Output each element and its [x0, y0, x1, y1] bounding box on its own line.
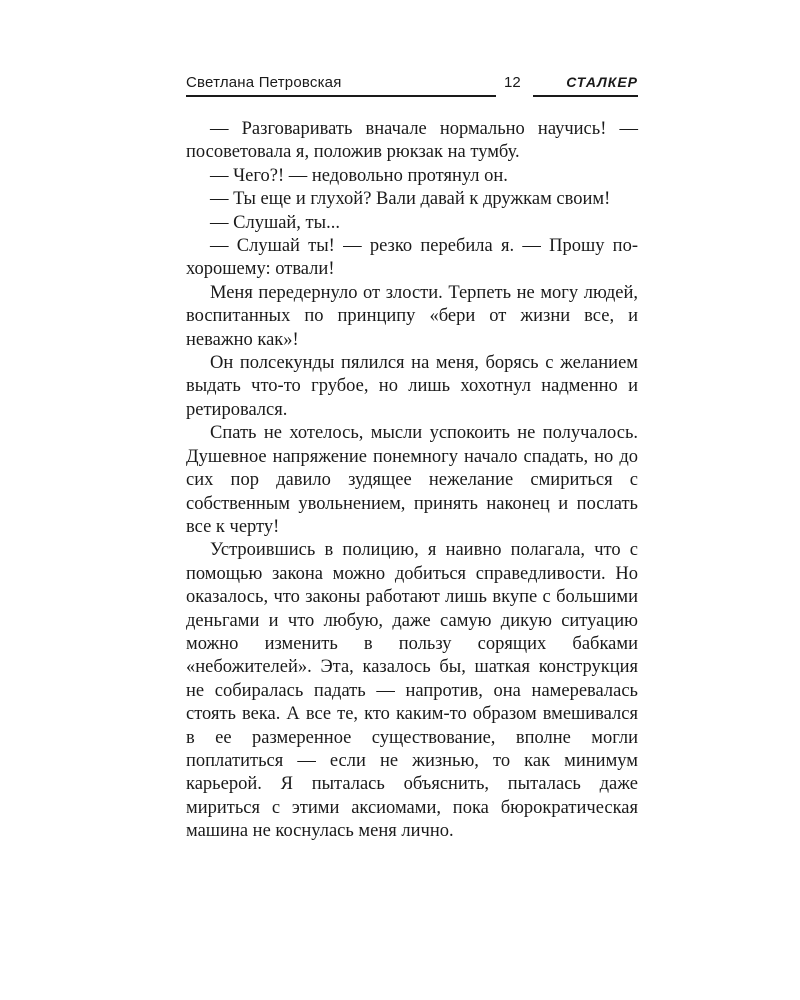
header-series-title: СТАЛКЕР [566, 74, 638, 90]
paragraph: — Слушай, ты... [210, 212, 340, 233]
header-rule-left [186, 95, 496, 97]
page-body [186, 118, 638, 844]
header-rule-right [533, 95, 638, 97]
paragraph: Спать не хотелось, мысли успокоить не получалось. Душевное напряжение понемногу начало спадать, но до сих пор давило зудящее нежелание смириться с собственным увольнением, принять наконец и послать все к черту! [186, 423, 638, 537]
paragraph: — Разговаривать вначале нормально научись! — посоветовала я, положив рюкзак на тумбу. [186, 119, 638, 163]
paragraph: Он полсекунды пялился на меня, борясь с желанием выдать что-то грубое, но лишь хохотнул надменно и ретировался. [186, 353, 638, 420]
paragraph: Устроившись в полицию, я наивно полагала, что с помощью закона можно добиться справедливости. Но оказалось, что законы работают лишь вкупе с большими деньгами и что любую, даже самую дикую ситуацию можно изменить в пользу сорящих бабками «небожителей». Эта, казалось бы, шаткая конструкция не собиралась падать — напротив, она намеревалась стоять века. А все те, кто каким-то образом вмешивался в ее размеренное существование, вполне могли поплатиться — если не жизнью, то как минимум карьерой. Я пыталась объяснить, пыталась даже мириться с этими аксиомами, пока бюрократическая машина не коснулась меня лично. [186, 540, 638, 842]
page-number: 12 [504, 74, 521, 91]
paragraph: — Слушай ты! — резко перебила я. — Прошу по-хорошему: отвали! [186, 236, 638, 280]
header-author: Светлана Петровская [186, 74, 342, 91]
paragraph: Меня передернуло от злости. Терпеть не могу людей, воспитанных по принципу «бери от жизни все, и неважно как»! [186, 282, 638, 350]
paragraph: — Чего?! — недовольно протянул он. [210, 165, 508, 186]
paragraph: — Ты еще и глухой? Вали давай к дружкам своим! [210, 189, 611, 210]
